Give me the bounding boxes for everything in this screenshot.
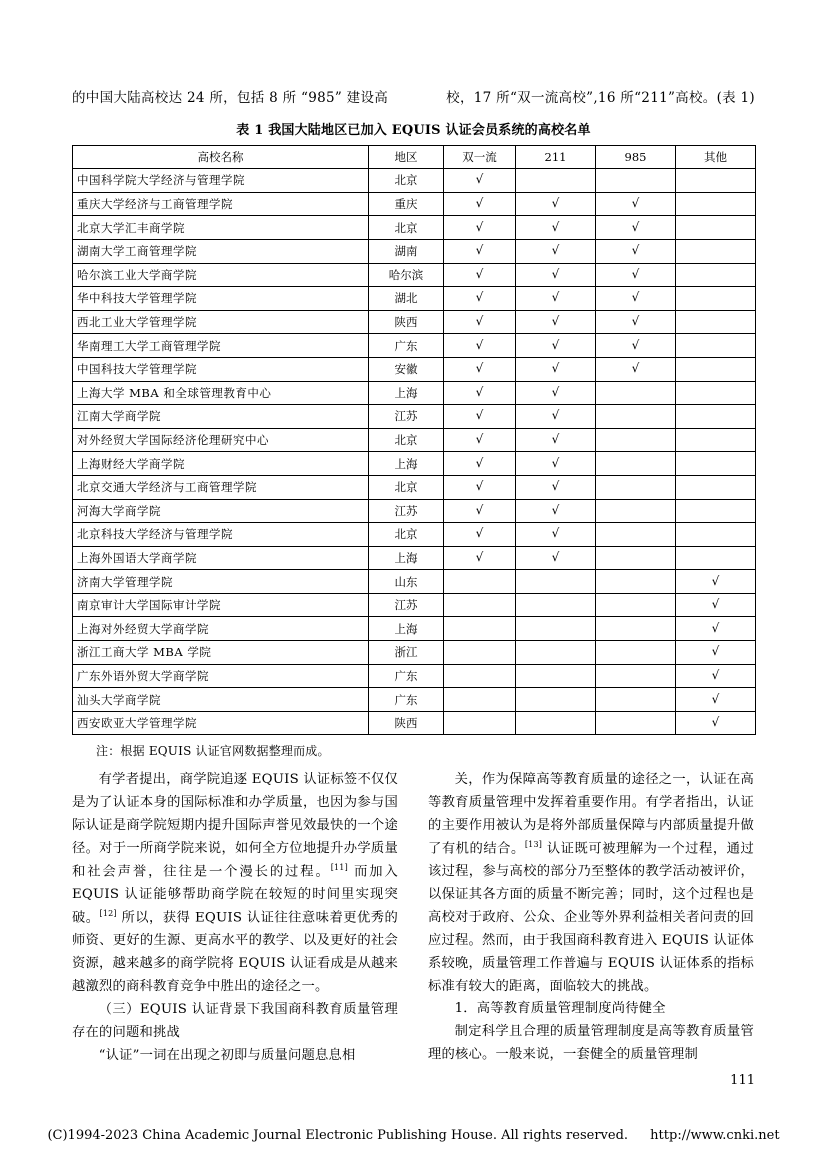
table-row <box>73 263 756 287</box>
cell-mark-shuangyiliu <box>444 428 516 452</box>
check-icon: √ <box>475 408 484 423</box>
cell-university-name: 哈尔滨工业大学商学院 <box>73 263 369 287</box>
table-row <box>73 711 756 735</box>
check-icon: √ <box>631 196 640 211</box>
cell-region: 山东 <box>369 570 444 594</box>
cell-mark-985 <box>596 239 676 263</box>
cell-region: 浙江 <box>369 641 444 665</box>
cell-mark-other <box>676 452 756 476</box>
cell-region: 江苏 <box>369 405 444 429</box>
cell-university-name: 济南大学管理学院 <box>73 570 369 594</box>
cell-region: 哈尔滨 <box>369 263 444 287</box>
table-caption: 表 1 我国大陆地区已加入 EQUIS 认证会员系统的高校名单 <box>236 122 591 138</box>
table-row <box>73 570 756 594</box>
cell-mark-shuangyiliu <box>444 711 516 735</box>
cell-mark-211 <box>516 688 596 712</box>
cell-mark-985 <box>596 617 676 641</box>
check-icon: √ <box>551 314 560 329</box>
cell-mark-211 <box>516 216 596 240</box>
cell-university-name: 北京大学汇丰商学院 <box>73 216 369 240</box>
intro-line <box>72 88 755 110</box>
cell-mark-shuangyiliu <box>444 475 516 499</box>
cell-mark-other <box>676 239 756 263</box>
check-icon: √ <box>475 172 484 187</box>
reference-marker: [11] <box>330 862 348 872</box>
table-row <box>73 641 756 665</box>
check-icon: √ <box>475 361 484 376</box>
table-row <box>73 239 756 263</box>
cell-mark-other <box>676 192 756 216</box>
cell-mark-985 <box>596 169 676 193</box>
footer-url: http://www.cnki.net <box>650 1128 780 1143</box>
cell-mark-211 <box>516 570 596 594</box>
col-header-other: 其他 <box>676 145 756 169</box>
cell-university-name: 河海大学商学院 <box>73 499 369 523</box>
cell-mark-shuangyiliu <box>444 334 516 358</box>
check-icon: √ <box>475 196 484 211</box>
cell-university-name: 江南大学商学院 <box>73 405 369 429</box>
reference-marker: [13] <box>524 840 543 850</box>
table-row <box>73 617 756 641</box>
check-icon: √ <box>631 266 640 281</box>
table-row <box>73 310 756 334</box>
cell-university-name: 中国科技大学管理学院 <box>73 357 369 381</box>
table-row <box>73 428 756 452</box>
intro-left-text: 的中国大陆高校达 24 所，包括 8 所 “985” 建设高 <box>72 90 389 106</box>
cell-region: 江苏 <box>369 593 444 617</box>
cell-mark-other <box>676 546 756 570</box>
check-icon: √ <box>475 432 484 447</box>
cell-region: 北京 <box>369 216 444 240</box>
cell-mark-shuangyiliu <box>444 192 516 216</box>
check-icon: √ <box>475 219 484 234</box>
cell-mark-other <box>676 263 756 287</box>
check-icon: √ <box>711 620 720 635</box>
table-row <box>73 405 756 429</box>
check-icon: √ <box>551 384 560 399</box>
body-columns <box>72 769 755 1067</box>
table-row <box>73 664 756 688</box>
cell-mark-985 <box>596 688 676 712</box>
left-column <box>72 769 398 1067</box>
cell-mark-211 <box>516 381 596 405</box>
cell-region: 北京 <box>369 475 444 499</box>
cell-mark-shuangyiliu <box>444 287 516 311</box>
cell-mark-shuangyiliu <box>444 381 516 405</box>
table-header-row <box>73 145 756 169</box>
table-row <box>73 593 756 617</box>
right-column <box>428 769 754 1067</box>
check-icon: √ <box>711 715 720 730</box>
table-row <box>73 169 756 193</box>
cell-mark-shuangyiliu <box>444 593 516 617</box>
cell-mark-other <box>676 287 756 311</box>
cell-mark-other <box>676 499 756 523</box>
check-icon: √ <box>551 290 560 305</box>
cell-university-name: 南京审计大学国际审计学院 <box>73 593 369 617</box>
check-icon: √ <box>551 549 560 564</box>
check-icon: √ <box>711 597 720 612</box>
cell-region: 上海 <box>369 546 444 570</box>
cell-region: 重庆 <box>369 192 444 216</box>
cell-mark-other <box>676 641 756 665</box>
cell-mark-other <box>676 664 756 688</box>
check-icon: √ <box>711 667 720 682</box>
cell-region: 北京 <box>369 523 444 547</box>
body-paragraph: 制定科学且合理的质量管理制度是高等教育质量管理的核心。一般来说，一套健全的质量管理制 <box>428 1024 754 1063</box>
cell-mark-other <box>676 334 756 358</box>
cell-university-name: 西北工业大学管理学院 <box>73 310 369 334</box>
cell-mark-985 <box>596 381 676 405</box>
cell-region: 安徽 <box>369 357 444 381</box>
check-icon: √ <box>475 549 484 564</box>
cell-mark-other <box>676 570 756 594</box>
check-icon: √ <box>631 290 640 305</box>
cell-mark-other <box>676 688 756 712</box>
table-row <box>73 475 756 499</box>
footer <box>0 1128 827 1143</box>
cell-university-name: 上海外国语大学商学院 <box>73 546 369 570</box>
cell-mark-shuangyiliu <box>444 546 516 570</box>
cell-university-name: 上海大学 MBA 和全球管理教育中心 <box>73 381 369 405</box>
cell-region: 陕西 <box>369 711 444 735</box>
cell-mark-985 <box>596 405 676 429</box>
cell-mark-other <box>676 711 756 735</box>
cell-mark-211 <box>516 523 596 547</box>
page-number: 111 <box>730 1073 755 1088</box>
cell-mark-other <box>676 475 756 499</box>
cell-mark-211 <box>516 475 596 499</box>
cell-mark-211 <box>516 499 596 523</box>
check-icon: √ <box>475 266 484 281</box>
check-icon: √ <box>551 196 560 211</box>
cell-university-name: 西安欧亚大学管理学院 <box>73 711 369 735</box>
cell-mark-shuangyiliu <box>444 452 516 476</box>
cell-mark-211 <box>516 169 596 193</box>
table-row <box>73 192 756 216</box>
cell-mark-985 <box>596 287 676 311</box>
check-icon: √ <box>551 502 560 517</box>
table-row <box>73 688 756 712</box>
cell-university-name: 广东外语外贸大学商学院 <box>73 664 369 688</box>
cell-mark-shuangyiliu <box>444 499 516 523</box>
cell-mark-other <box>676 310 756 334</box>
cell-mark-985 <box>596 428 676 452</box>
cell-mark-211 <box>516 593 596 617</box>
cell-mark-other <box>676 169 756 193</box>
check-icon: √ <box>475 455 484 470</box>
col-header-211: 211 <box>516 145 596 169</box>
cell-mark-shuangyiliu <box>444 263 516 287</box>
cell-mark-211 <box>516 192 596 216</box>
check-icon: √ <box>475 337 484 352</box>
cell-mark-985 <box>596 452 676 476</box>
cell-mark-985 <box>596 334 676 358</box>
check-icon: √ <box>631 337 640 352</box>
cell-mark-211 <box>516 452 596 476</box>
cell-mark-other <box>676 381 756 405</box>
cell-mark-211 <box>516 617 596 641</box>
cell-mark-shuangyiliu <box>444 523 516 547</box>
cell-region: 北京 <box>369 428 444 452</box>
cell-university-name: 上海财经大学商学院 <box>73 452 369 476</box>
cell-region: 上海 <box>369 381 444 405</box>
cell-region: 上海 <box>369 617 444 641</box>
cell-mark-other <box>676 405 756 429</box>
cell-university-name: 湖南大学工商管理学院 <box>73 239 369 263</box>
cell-mark-shuangyiliu <box>444 688 516 712</box>
cell-mark-985 <box>596 499 676 523</box>
body-paragraph: 1．高等教育质量管理制度尚待健全 <box>454 1001 666 1017</box>
reference-marker: [12] <box>99 909 117 919</box>
cell-university-name: 中国科学院大学经济与管理学院 <box>73 169 369 193</box>
check-icon: √ <box>475 314 484 329</box>
cell-region: 陕西 <box>369 310 444 334</box>
cell-region: 广东 <box>369 334 444 358</box>
body-paragraph: “认证”一词在出现之初即与质量问题息息相 <box>98 1047 356 1063</box>
cell-mark-211 <box>516 334 596 358</box>
cell-region: 湖北 <box>369 287 444 311</box>
cell-mark-211 <box>516 357 596 381</box>
check-icon: √ <box>475 502 484 517</box>
cell-mark-985 <box>596 711 676 735</box>
cell-mark-shuangyiliu <box>444 216 516 240</box>
table-row <box>73 334 756 358</box>
col-header-985: 985 <box>596 145 676 169</box>
check-icon: √ <box>551 455 560 470</box>
check-icon: √ <box>711 644 720 659</box>
cell-mark-985 <box>596 310 676 334</box>
cell-region: 湖南 <box>369 239 444 263</box>
check-icon: √ <box>475 526 484 541</box>
check-icon: √ <box>711 573 720 588</box>
col-header-region: 地区 <box>369 145 444 169</box>
cell-university-name: 华南理工大学工商管理学院 <box>73 334 369 358</box>
cell-mark-shuangyiliu <box>444 641 516 665</box>
cell-mark-985 <box>596 357 676 381</box>
check-icon: √ <box>475 384 484 399</box>
check-icon: √ <box>631 219 640 234</box>
cell-mark-211 <box>516 641 596 665</box>
cell-mark-985 <box>596 570 676 594</box>
cell-university-name: 北京交通大学经济与工商管理学院 <box>73 475 369 499</box>
check-icon: √ <box>551 408 560 423</box>
cell-mark-985 <box>596 641 676 665</box>
cell-mark-985 <box>596 192 676 216</box>
cell-region: 江苏 <box>369 499 444 523</box>
cell-mark-other <box>676 428 756 452</box>
check-icon: √ <box>475 290 484 305</box>
cell-mark-other <box>676 593 756 617</box>
check-icon: √ <box>551 219 560 234</box>
cell-region: 北京 <box>369 169 444 193</box>
cell-mark-211 <box>516 287 596 311</box>
cell-university-name: 华中科技大学管理学院 <box>73 287 369 311</box>
cell-region: 广东 <box>369 664 444 688</box>
cell-mark-985 <box>596 593 676 617</box>
page-content <box>72 88 755 1067</box>
cell-mark-985 <box>596 216 676 240</box>
cell-mark-985 <box>596 546 676 570</box>
table-row <box>73 287 756 311</box>
cell-mark-shuangyiliu <box>444 664 516 688</box>
check-icon: √ <box>475 243 484 258</box>
cell-mark-shuangyiliu <box>444 570 516 594</box>
cell-mark-211 <box>516 546 596 570</box>
cell-mark-985 <box>596 523 676 547</box>
cell-mark-shuangyiliu <box>444 169 516 193</box>
body-paragraph: 关，作为保障高等教育质量的途径之一，认证在高等教育质量管理中发挥着重要作用。有学者指出，认证的主要作用被认为是将外部质量保障与内部质量提升做了有机的结合。[13] 认证既可被理解为一个过程，通过该过程，参与高校的部分乃至整体的教学活动被评价，以保证其各方面的质量不断完善；同时，这个过程也是高校对于政府、公众、企业等外界利益相关者问责的回应过程。然而，由于我国商科教育进入 EQUIS 认证体系较晚，质量管理工作普遍与 EQUIS 认证体系的指标标准有较大的距离，面临较大的挑战。 <box>428 772 754 994</box>
body-paragraph: 有学者提出，商学院追逐 EQUIS 认证标签不仅仅是为了认证本身的国际标准和办学质量，也因为参与国际认证是商学院短期内提升国际声誉见效最快的一个途径。对于一所商学院来说，如何全方位地提升办学质量和社会声誉，往往是一个漫长的过程。[11] 而加入 EQUIS 认证能够帮助商学院在较短的时间里实现突破。[12] 所以，获得 EQUIS 认证往往意味着更优秀的师资、更好的生源、更高水平的教学、以及更好的社会资源，越来越多的商学院将 EQUIS 认证看成是从越来越激烈的商科教育竞争中胜出的途径之一。 <box>72 772 398 995</box>
check-icon: √ <box>551 361 560 376</box>
cell-mark-shuangyiliu <box>444 239 516 263</box>
table-row <box>73 216 756 240</box>
cell-mark-211 <box>516 405 596 429</box>
footer-copyright: (C)1994-2023 China Academic Journal Electronic Publishing House. All rights reserved. <box>47 1128 629 1143</box>
cell-mark-985 <box>596 263 676 287</box>
cell-region: 广东 <box>369 688 444 712</box>
cell-mark-211 <box>516 263 596 287</box>
check-icon: √ <box>631 314 640 329</box>
body-paragraph: （三）EQUIS 认证背景下我国商科教育质量管理存在的问题和挑战 <box>72 1001 398 1040</box>
col-header-shuangyiliu: 双一流 <box>444 145 516 169</box>
table-row <box>73 523 756 547</box>
cell-mark-shuangyiliu <box>444 310 516 334</box>
table-row <box>73 381 756 405</box>
check-icon: √ <box>631 243 640 258</box>
check-icon: √ <box>551 266 560 281</box>
check-icon: √ <box>551 432 560 447</box>
check-icon: √ <box>475 479 484 494</box>
cell-mark-211 <box>516 428 596 452</box>
cell-mark-985 <box>596 475 676 499</box>
table-note: 注：根据 EQUIS 认证官网数据整理而成。 <box>96 744 330 759</box>
check-icon: √ <box>711 691 720 706</box>
cell-mark-other <box>676 216 756 240</box>
cell-university-name: 重庆大学经济与工商管理学院 <box>73 192 369 216</box>
cell-university-name: 北京科技大学经济与管理学院 <box>73 523 369 547</box>
cell-university-name: 浙江工商大学 MBA 学院 <box>73 641 369 665</box>
cell-mark-211 <box>516 664 596 688</box>
cell-mark-other <box>676 357 756 381</box>
cell-region: 上海 <box>369 452 444 476</box>
cell-mark-other <box>676 523 756 547</box>
cell-mark-211 <box>516 711 596 735</box>
table-row <box>73 357 756 381</box>
check-icon: √ <box>551 337 560 352</box>
check-icon: √ <box>551 479 560 494</box>
check-icon: √ <box>551 243 560 258</box>
check-icon: √ <box>551 526 560 541</box>
cell-mark-other <box>676 617 756 641</box>
university-table <box>72 145 756 736</box>
cell-mark-shuangyiliu <box>444 357 516 381</box>
table-row <box>73 499 756 523</box>
cell-university-name: 对外经贸大学国际经济伦理研究中心 <box>73 428 369 452</box>
col-header-name: 高校名称 <box>73 145 369 169</box>
cell-mark-shuangyiliu <box>444 405 516 429</box>
cell-university-name: 汕头大学商学院 <box>73 688 369 712</box>
table-row <box>73 452 756 476</box>
cell-mark-211 <box>516 310 596 334</box>
cell-mark-985 <box>596 664 676 688</box>
cell-university-name: 上海对外经贸大学商学院 <box>73 617 369 641</box>
cell-mark-211 <box>516 239 596 263</box>
check-icon: √ <box>631 361 640 376</box>
intro-right-text: 校，17 所“双一流高校”,16 所“211”高校。(表 1) <box>446 90 755 106</box>
table-row <box>73 546 756 570</box>
cell-mark-shuangyiliu <box>444 617 516 641</box>
